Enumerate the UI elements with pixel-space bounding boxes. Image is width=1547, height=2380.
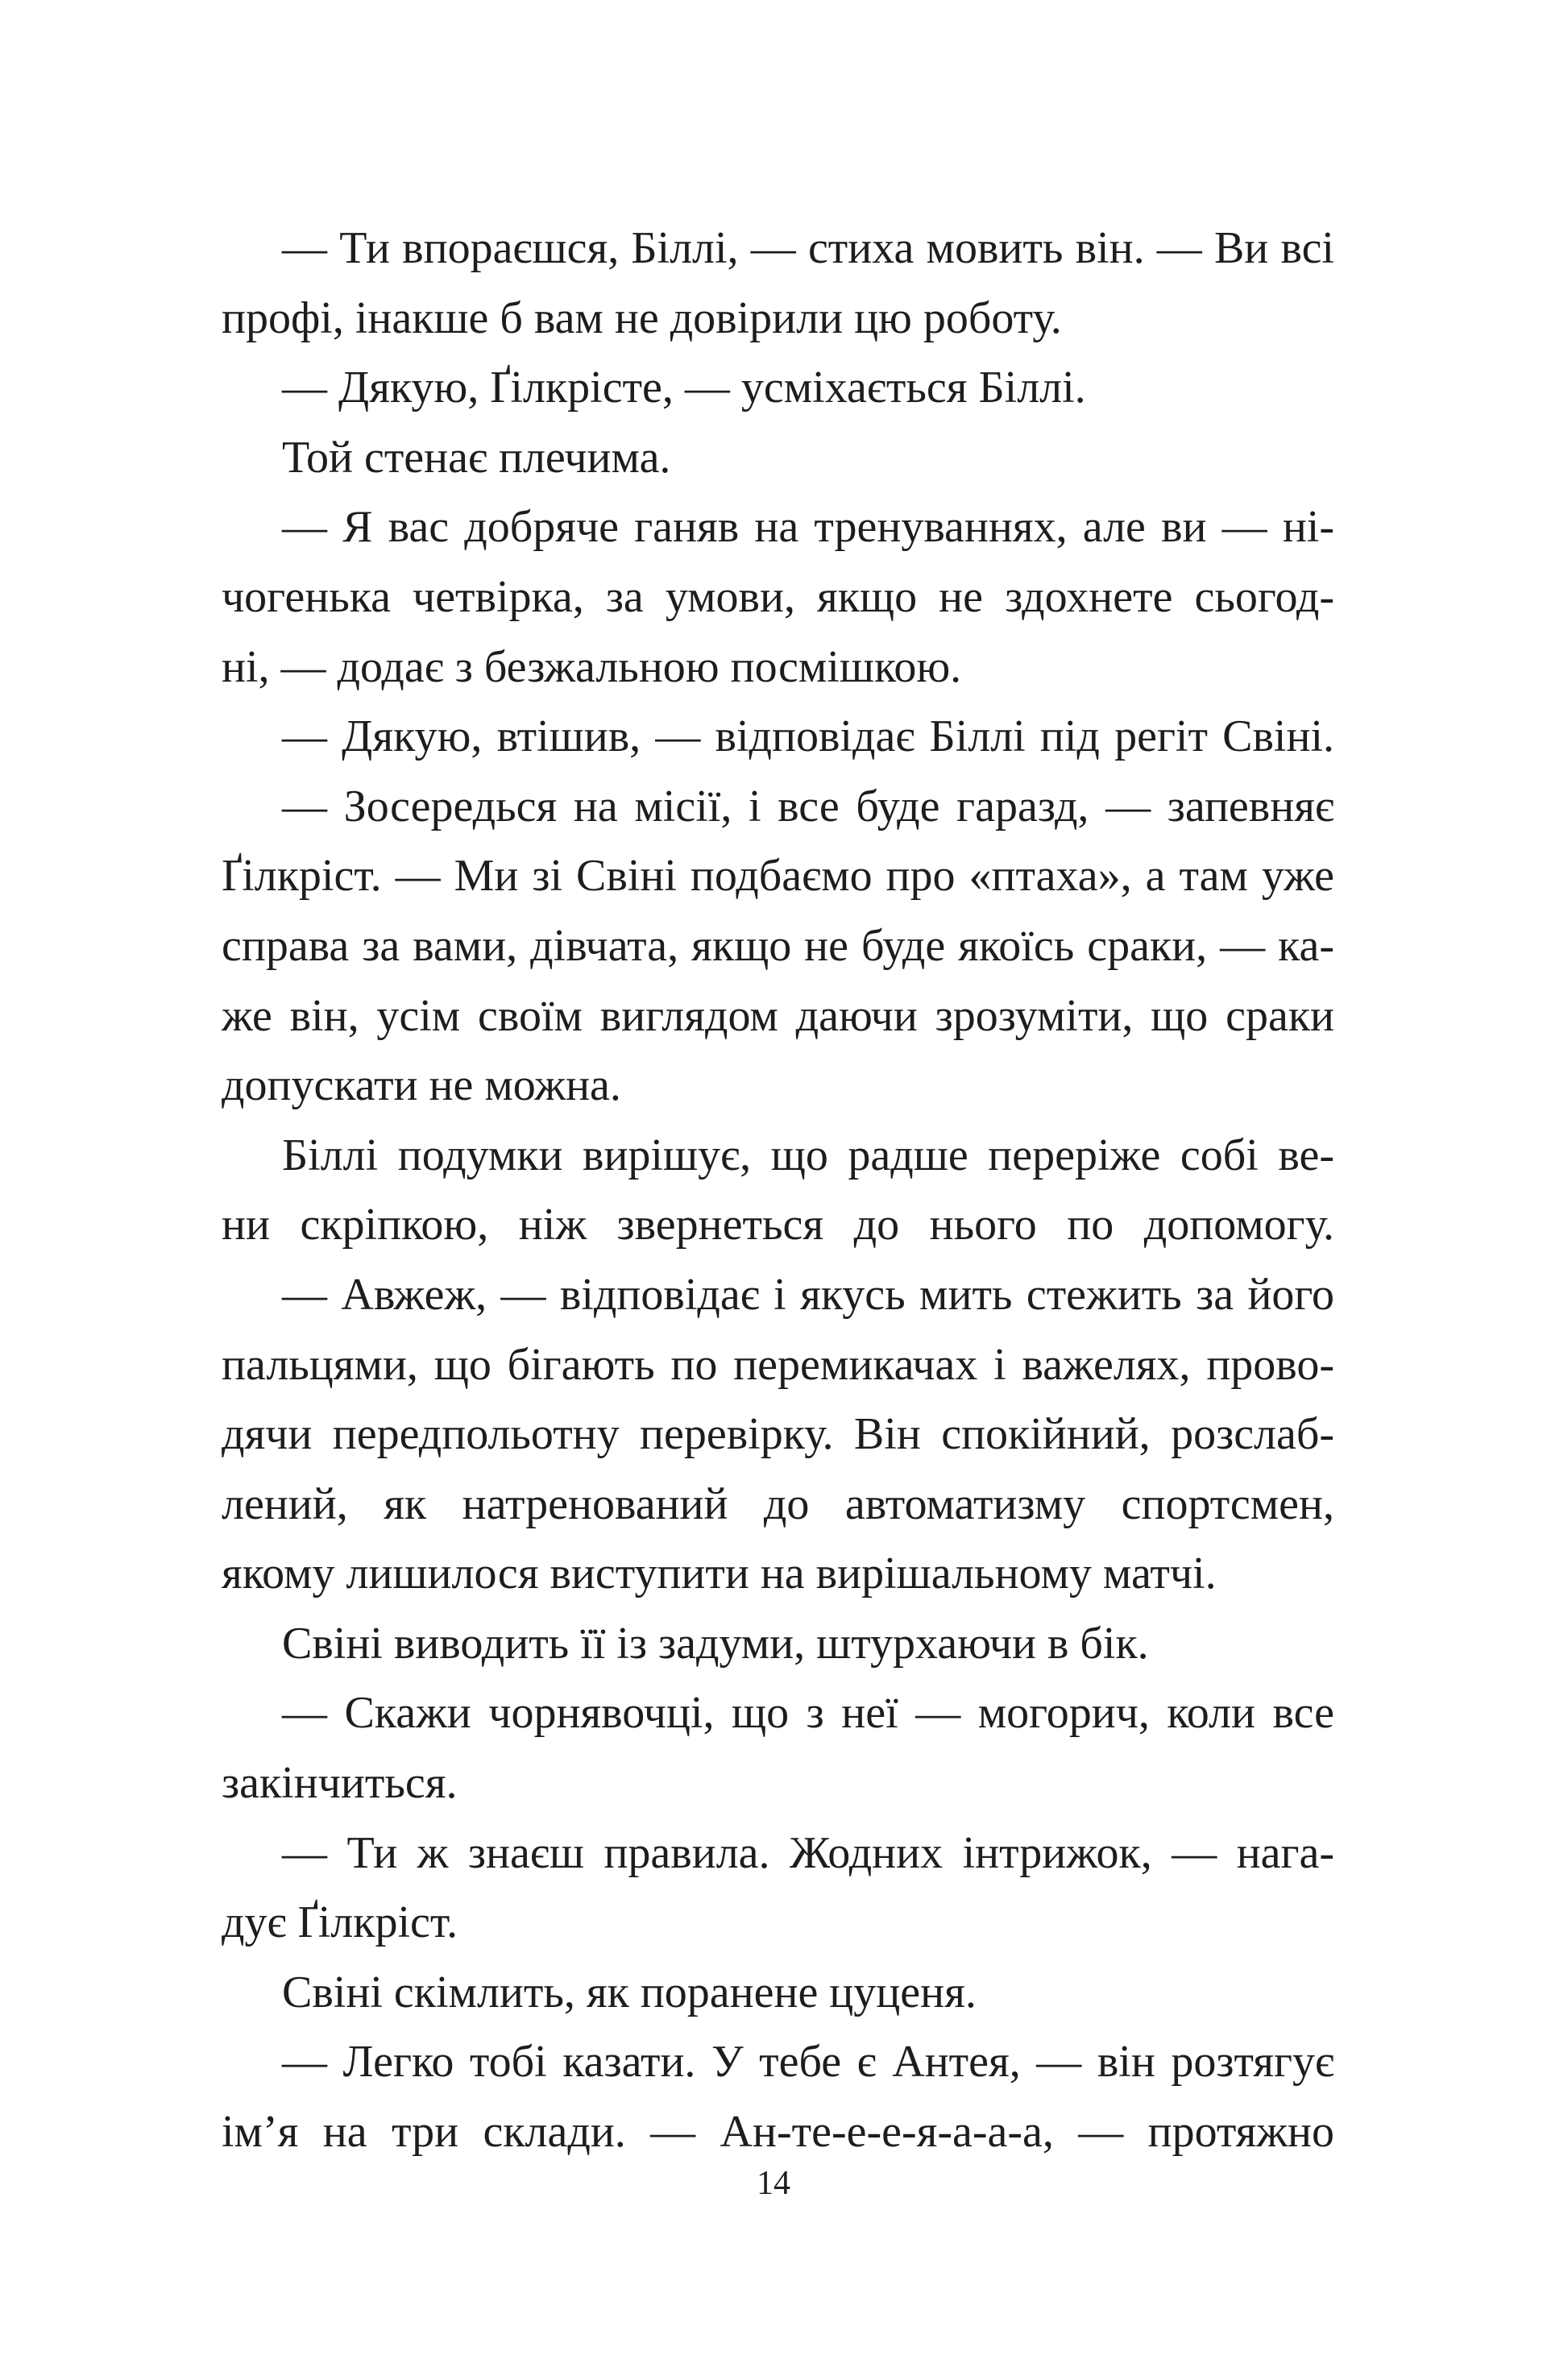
text-line-12: же він, усім своїм виглядом даючи зрозуміти, що сраки <box>222 990 1334 1041</box>
text-line-24: — Ти ж знаєш правила. Жодних інтрижок, — нага- <box>282 1827 1334 1878</box>
text-line-5: — Я вас добряче ганяв на тренуваннях, але ви — ні- <box>282 502 1334 553</box>
text-line-11: справа за вами, дівчата, якщо не буде якоїсь сраки, — ка- <box>222 920 1334 971</box>
text-line-18: дячи передпольотну перевірку. Він спокійний, розслаб- <box>222 1409 1334 1460</box>
text-line-6: чогенька четвірка, за умови, якщо не здохнете сьогод- <box>222 571 1334 622</box>
text-line-21: Свіні виводить її із задуми, штурхаючи в бік. <box>282 1618 1149 1669</box>
text-line-22: — Скажи чорнявочці, що з неї — могорич, коли все <box>282 1688 1334 1739</box>
text-line-16: — Авжеж, — відповідає і якусь мить стежить за його <box>282 1269 1334 1320</box>
text-line-10: Ґілкріст. — Ми зі Свіні подбаємо про «птаха», а там уже <box>222 851 1334 902</box>
text-line-4: Той стенає плечима. <box>282 432 671 483</box>
text-line-28: ім’я на три склади. — Ан-те-е-е-я-а-а-а, — протяжно <box>222 2107 1334 2158</box>
text-line-9: — Зосередься на місії, і все буде гаразд, — запевняє <box>282 781 1334 831</box>
text-line-3: — Дякую, Ґілкрісте, — усміхається Біллі. <box>282 363 1086 413</box>
text-line-25: дує Ґілкріст. <box>222 1897 458 1948</box>
text-line-14: Біллі подумки вирішує, що радше переріже собі ве- <box>282 1130 1334 1180</box>
text-line-20: якому лишилося виступити на вирішальному матчі. <box>222 1549 1217 1599</box>
text-line-23: закінчиться. <box>222 1758 458 1809</box>
text-line-15: ни скріпкою, ніж звернеться до нього по допомогу. <box>222 1200 1334 1250</box>
text-line-27: — Легко тобі казати. У тебе є Антея, — він розтягує <box>282 2037 1334 2088</box>
page-number: 14 <box>757 2165 790 2202</box>
text-line-8: — Дякую, втішив, — відповідає Біллі під регіт Свіні. <box>282 711 1334 762</box>
text-line-13: допускати не можна. <box>222 1060 621 1111</box>
text-line-1: — Ти впораєшся, Біллі, — стиха мовить він. — Ви всі <box>282 223 1334 273</box>
text-line-17: пальцями, що бігають по перемикачах і важелях, прово- <box>222 1339 1334 1390</box>
text-block <box>222 214 1334 2167</box>
text-line-7: ні, — додає з безжальною посмішкою. <box>222 641 962 692</box>
text-line-2: профі, інакше б вам не довірили цю роботу. <box>222 292 1062 343</box>
text-line-19: лений, як натренований до автоматизму спортсмен, <box>222 1478 1334 1529</box>
text-line-26: Свіні скімлить, як поранене цуценя. <box>282 1967 977 2017</box>
